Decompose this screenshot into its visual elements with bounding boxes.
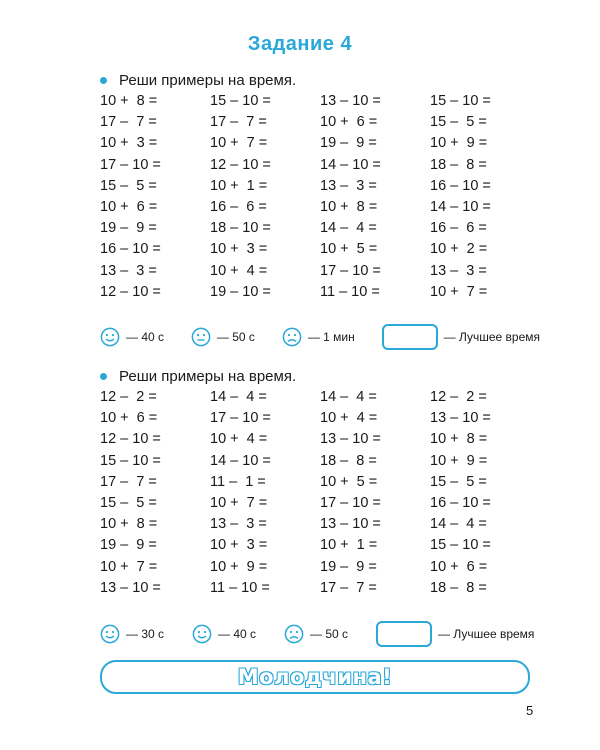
example-item: 10 + 6 = [320,114,378,131]
example-item: 17 – 10 = [100,156,161,173]
example-item: 10 + 9 = [210,558,268,575]
example-item: 10 + 4 = [210,431,268,448]
example-item: 10 + 8 = [430,431,488,448]
example-item: 12 – 2 = [100,389,157,405]
example-item: 11 – 10 = [320,283,380,300]
best-time-label: — Лучшее время [438,627,535,641]
example-item: 10 + 7 = [210,135,268,152]
task-title: Задание 4 [247,33,353,55]
example-item: 10 + 1 = [210,177,268,194]
example-item: 17 – 10 = [210,410,271,427]
timing-row-2 [100,619,540,649]
example-item: 17 – 7 = [100,114,157,131]
example-item: 18 – 10 = [210,220,271,237]
example-item: 10 + 8 = [100,516,158,533]
example-item: 10 + 6 = [100,410,158,427]
sad-face-icon [282,327,302,347]
example-item: 10 + 3 = [100,135,158,152]
instruction-text: Реши примеры на время. [119,368,297,385]
example-item: 17 – 10 = [320,494,381,511]
example-item: 16 – 6 = [210,198,267,215]
instruction-text: Реши примеры на время. [119,72,297,89]
instruction-1 [100,72,296,89]
example-item: 10 + 8 = [100,93,158,109]
best-time-label: — Лучшее время [443,330,540,344]
example-item: 15 – 5 = [430,114,487,131]
example-item: 10 + 2 = [430,241,488,258]
best-time-box[interactable] [382,324,438,350]
best-time-box[interactable] [376,621,432,647]
example-item: 18 – 8 = [320,452,377,469]
example-item: 13 – 3 = [210,516,267,533]
bullet-icon [100,373,107,380]
example-item: 13 – 10 = [320,93,381,109]
example-item: 10 + 6 = [100,198,158,215]
example-item: 14 – 10 = [210,452,271,469]
example-item: 10 + 3 = [210,241,268,258]
example-item: 15 – 10 = [210,93,271,109]
example-item: 14 – 10 = [430,198,491,215]
example-item: 14 – 10 = [320,156,381,173]
example-item: 15 – 10 = [100,452,161,469]
example-item: 10 + 9 = [430,135,488,152]
example-item: 10 + 7 = [430,283,488,300]
example-item: 10 + 5 = [320,241,378,258]
example-item: 10 + 9 = [430,452,488,469]
example-item: 16 – 6 = [430,220,487,237]
example-item: 10 + 7 = [210,494,268,511]
example-item: 13 – 10 = [320,431,381,448]
example-item: 16 – 10 = [430,177,491,194]
example-item: 17 – 7 = [100,473,157,490]
example-item: 19 – 9 = [100,537,157,554]
example-item: 13 – 10 = [430,410,491,427]
example-item: 12 – 10 = [100,283,161,300]
example-item: 13 – 3 = [320,177,377,194]
example-item: 19 – 9 = [100,220,157,237]
smile-face-icon [100,624,120,644]
example-item: 17 – 7 = [320,579,377,596]
time-good: — 40 с [126,330,165,344]
example-item: 12 – 2 = [430,389,487,405]
example-item: 18 – 8 = [430,156,487,173]
example-item: 10 + 7 = [100,558,158,575]
example-item: 17 – 10 = [320,262,381,279]
instruction-2 [100,368,296,385]
example-item: 13 – 3 = [430,262,487,279]
example-item: 15 – 5 = [100,177,157,194]
example-item: 10 + 6 = [430,558,488,575]
example-item: 10 + 3 = [210,537,268,554]
praise-text: Молодчина! [237,665,393,689]
example-item: 17 – 7 = [210,114,267,131]
timing-row-1 [100,322,540,352]
example-item: 10 + 4 = [210,262,268,279]
example-item: 14 – 4 = [320,220,377,237]
example-item: 15 – 10 = [430,537,491,554]
example-item: 11 – 1 = [210,473,266,490]
page-number: 5 [526,703,534,718]
example-item: 14 – 4 = [210,389,267,405]
praise-banner [100,660,530,694]
example-item: 12 – 10 = [100,431,161,448]
example-item: 10 + 5 = [320,473,378,490]
example-item: 10 + 8 = [320,198,378,215]
bullet-icon [100,77,107,84]
example-item: 15 – 10 = [430,93,491,109]
time-ok: — 50 с [216,330,255,344]
example-item: 18 – 8 = [430,579,487,596]
time-good: — 30 с [126,627,165,641]
time-ok: — 40 с [218,627,257,641]
examples-grid-2 [100,387,540,599]
example-item: 16 – 10 = [100,241,161,258]
smile-face-icon [100,327,120,347]
example-item: 13 – 10 = [320,516,381,533]
time-bad: — 50 с [310,627,349,641]
example-item: 12 – 10 = [210,156,271,173]
example-item: 14 – 4 = [430,516,487,533]
examples-grid-1 [100,91,540,303]
example-item: 10 + 4 = [320,410,378,427]
neutral-face-icon [191,327,211,347]
example-item: 19 – 9 = [320,135,377,152]
example-item: 16 – 10 = [430,494,491,511]
example-item: 19 – 10 = [210,283,271,300]
example-item: 10 + 1 = [320,537,378,554]
smile-face-icon [192,624,212,644]
example-item: 11 – 10 = [210,579,270,596]
example-item: 13 – 10 = [100,579,161,596]
example-item: 15 – 5 = [430,473,487,490]
example-item: 15 – 5 = [100,494,157,511]
example-item: 19 – 9 = [320,558,377,575]
time-bad: — 1 мин [307,330,355,344]
example-item: 13 – 3 = [100,262,157,279]
sad-face-icon [284,624,304,644]
example-item: 14 – 4 = [320,389,377,405]
